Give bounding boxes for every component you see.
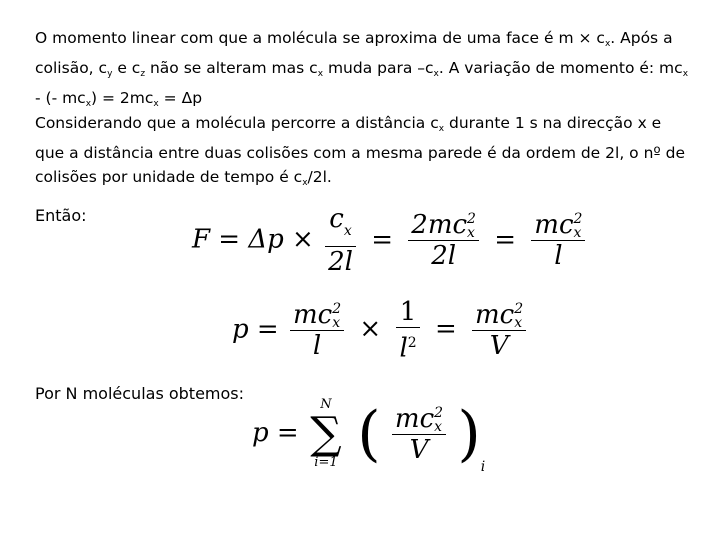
denominator: l bbox=[554, 241, 563, 271]
superscript: 2 bbox=[573, 211, 583, 227]
fraction bbox=[325, 204, 356, 277]
denominator: 2l bbox=[328, 247, 353, 277]
subscript: x bbox=[434, 418, 443, 435]
subscript: x bbox=[514, 314, 523, 331]
denominator: l bbox=[312, 330, 322, 361]
text-run: = Δp bbox=[158, 89, 203, 107]
equation-force bbox=[192, 204, 588, 277]
label-n-moleculas: Por N moléculas obtemos: bbox=[35, 384, 245, 403]
subscript: x bbox=[343, 223, 352, 239]
label-entao: Então: bbox=[35, 206, 87, 225]
summation bbox=[307, 398, 345, 470]
paragraph-momentum bbox=[35, 26, 690, 116]
text-run: não se alteram mas c bbox=[145, 59, 318, 77]
text-run: . A variação de momento é: mc bbox=[438, 59, 683, 77]
text-run: Considerando que a molécula percorre a distância c bbox=[35, 114, 439, 132]
subscript: x bbox=[573, 225, 582, 241]
text-run: durante 1 s na direcção x e que a distância entre duas colisões com a mesma parede é da ordem de 2l, o nº de colisões por unidade de tempo é c bbox=[35, 114, 686, 186]
text-run: - (- mc bbox=[35, 89, 86, 107]
subscript: x bbox=[682, 69, 689, 79]
text-run: muda para –c bbox=[323, 59, 434, 77]
superscript: 2 bbox=[514, 300, 524, 317]
left-paren: ( bbox=[357, 399, 381, 469]
denominator: V bbox=[409, 434, 429, 465]
numerator: 1 bbox=[396, 297, 419, 328]
numerator: mc bbox=[394, 403, 435, 434]
text-run: . Após a colisão, c bbox=[35, 29, 673, 77]
equation-lhs: p = bbox=[252, 418, 299, 448]
subscript: x bbox=[153, 99, 159, 109]
subscript: y bbox=[107, 69, 113, 79]
fraction bbox=[290, 300, 344, 361]
equals-sign: = bbox=[371, 224, 394, 255]
subscript: x bbox=[302, 178, 308, 188]
right-paren: ) bbox=[457, 399, 481, 469]
times-sign: × bbox=[359, 314, 382, 345]
numerator: mc bbox=[475, 299, 515, 330]
subscript: x bbox=[85, 99, 92, 109]
subscript: z bbox=[140, 69, 146, 79]
superscript: 2 bbox=[407, 335, 417, 351]
text-run: /2l. bbox=[307, 168, 332, 186]
subscript: x bbox=[332, 314, 341, 331]
subscript: x bbox=[467, 225, 475, 241]
subscript: x bbox=[438, 124, 445, 134]
numerator: mc bbox=[292, 299, 333, 330]
equation-pressure-sum bbox=[252, 398, 485, 475]
subscript: x bbox=[317, 69, 324, 79]
sum-upper-limit: N bbox=[320, 397, 332, 412]
equals-sign: = bbox=[434, 314, 457, 345]
text-run: e c bbox=[112, 59, 141, 77]
text-run: ) = 2mc bbox=[91, 89, 154, 107]
equation-lhs: p = bbox=[232, 314, 279, 345]
text-run: O momento linear com que a molécula se aproxima de uma face é m × c bbox=[35, 29, 605, 47]
numerator: 2mc bbox=[411, 210, 468, 240]
superscript: 2 bbox=[332, 300, 342, 317]
outer-subscript: i bbox=[480, 459, 486, 475]
sum-lower-limit: i=1 bbox=[314, 455, 338, 470]
fraction bbox=[396, 297, 419, 364]
denominator: 2l bbox=[431, 241, 457, 271]
fraction bbox=[392, 404, 446, 465]
superscript: 2 bbox=[467, 211, 476, 227]
denominator: V bbox=[489, 330, 509, 361]
numerator: mc bbox=[534, 210, 574, 240]
fraction bbox=[408, 210, 479, 271]
subscript: x bbox=[433, 69, 439, 79]
fraction bbox=[531, 210, 585, 271]
equation-pressure-single bbox=[232, 297, 529, 364]
equals-sign: = bbox=[494, 224, 517, 255]
subscript: x bbox=[604, 39, 611, 49]
denominator: l bbox=[399, 333, 408, 364]
equation-lhs: F = Δp × bbox=[192, 224, 314, 255]
superscript: 2 bbox=[434, 404, 444, 421]
fraction bbox=[472, 300, 526, 361]
paragraph-collisions bbox=[35, 111, 690, 195]
numerator: c bbox=[329, 204, 344, 234]
sum-symbol: ∑ bbox=[310, 408, 342, 459]
